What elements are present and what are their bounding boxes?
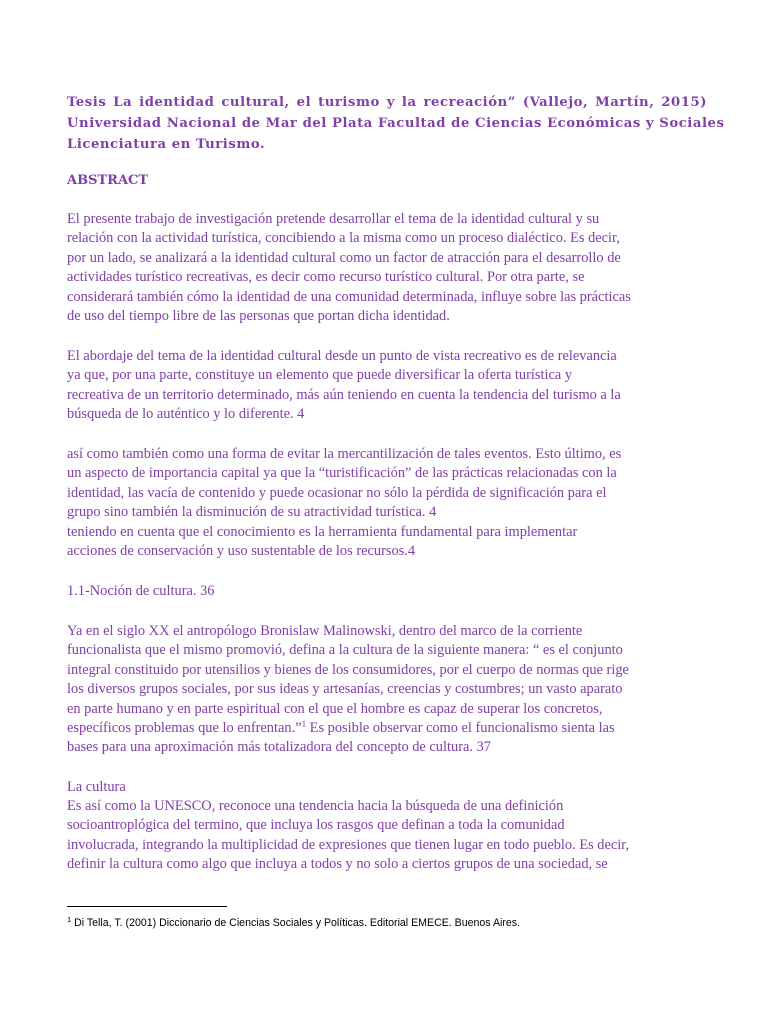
paragraph-line: Ya en el siglo XX el antropólogo Bronislaw Malinowski, dentro del marco de la corriente xyxy=(67,623,583,639)
paragraph-1 xyxy=(67,210,707,326)
section-title: 1.1-Noción de cultura. 36 xyxy=(67,583,215,599)
paragraph-line: relación con la actividad turística, concibiendo a la misma como un proceso dialéctico. Es decir, xyxy=(67,230,620,247)
paragraph-line: El abordaje del tema de la identidad cultural desde un punto de vista recreativo es de relevancia xyxy=(67,348,617,364)
footnote-divider xyxy=(67,906,227,907)
paragraph-text: específicos problemas que lo enfrentan.” xyxy=(67,719,302,736)
paragraph-line: búsqueda de lo auténtico y lo diferente. 4 xyxy=(67,406,305,423)
paragraph-line: ya que, por una parte, constituye un elemento que puede diversificar la oferta turística y xyxy=(67,367,573,384)
paragraph-line: identidad, las vacía de contenido y puede ocasionar no sólo la pérdida de significación para el xyxy=(67,484,607,501)
paragraph-line: considerará también cómo la identidad de una comunidad determinada, influye sobre las prácticas xyxy=(67,288,631,305)
paragraph-line: bases para una aproximación más totalizadora del concepto de cultura. 37 xyxy=(67,739,491,756)
paragraph-line: El presente trabajo de investigación pretende desarrollar el tema de la identidad cultural y su xyxy=(67,211,600,227)
paragraph-4 xyxy=(67,622,707,758)
paragraph-line: acciones de conservación y uso sustentable de los recursos.4 xyxy=(67,542,416,559)
paragraph-line: los diversos grupos sociales, por sus ideas y artesanías, creencias y costumbres; un vasto aparato xyxy=(67,681,623,698)
footnote-reference[interactable]: 1 xyxy=(301,718,307,729)
paragraph-line: recreativa de un territorio determinado, más aún teniendo en cuenta la tendencia del turismo a la xyxy=(67,386,621,403)
paragraph-text: Es posible observar como el funcionalismo sienta las xyxy=(306,719,615,736)
paragraph-line: actividades turístico recreativas, es decir como recurso turístico cultural. Por otra parte, se xyxy=(67,269,585,286)
paragraph-line: integral constituido por utensilios y bienes de los consumidores, por el cuerpo de normas que rige xyxy=(67,661,629,678)
paragraph-line: funcionalista que el mismo promovió, defina a la cultura de la siguiente manera: “ es el conjunto xyxy=(67,642,623,659)
paragraph-line: grupo sino también la disminución de su atractividad turística. 4 xyxy=(67,504,437,521)
paragraph-line: así como también como una forma de evitar la mercantilización de tales eventos. Esto último, es xyxy=(67,446,622,462)
footnote xyxy=(67,915,520,931)
paragraph-line-with-footnote xyxy=(67,719,707,738)
footnote-text: Di Tella, T. (2001) Diccionario de Ciencias Sociales y Políticas. Editorial EMECE. Buenos Aires. xyxy=(71,917,521,929)
paragraph-line: Es así como la UNESCO, reconoce una tendencia hacia la búsqueda de una definición xyxy=(67,798,564,814)
subheading-la-cultura: La cultura xyxy=(67,779,126,795)
abstract-heading: ABSTRACT xyxy=(67,173,149,188)
paragraph-5 xyxy=(67,797,707,875)
paragraph-line: socioantroplógica del termino, que incluya los rasgos que definan a toda la comunidad xyxy=(67,817,565,834)
paragraph-3 xyxy=(67,445,707,561)
paragraph-line: de uso del tiempo libre de las personas que portan dicha identidad. xyxy=(67,307,450,324)
document-header xyxy=(67,92,725,155)
paragraph-2 xyxy=(67,347,707,425)
header-line-2: Universidad Nacional de Mar del Plata Facultad de Ciencias Económicas y Sociales xyxy=(67,116,725,131)
paragraph-line: en parte humano y en parte espiritual con el que el hombre es capaz de superar los concretos, xyxy=(67,700,603,717)
footnote-marker: 1 xyxy=(67,915,72,924)
paragraph-line: involucrada, integrando la multiplicidad de expresiones que tienen lugar en todo pueblo. Es decir, xyxy=(67,836,630,853)
header-line-1: Tesis La identidad cultural, el turismo y la recreación” (Vallejo, Martín, 2015) xyxy=(67,95,707,110)
header-line-3: Licenciatura en Turismo. xyxy=(67,137,266,152)
paragraph-line: un aspecto de importancia capital ya que la “turistificación” de las prácticas relacionadas con la xyxy=(67,465,617,482)
paragraph-line: por un lado, se analizará a la identidad cultural como un factor de atracción para el desarrollo de xyxy=(67,249,621,266)
paragraph-line: teniendo en cuenta que el conocimiento es la herramienta fundamental para implementar xyxy=(67,523,578,540)
paragraph-line: definir la cultura como algo que incluya a todos y no solo a ciertos grupos de una sociedad, se xyxy=(67,856,608,873)
